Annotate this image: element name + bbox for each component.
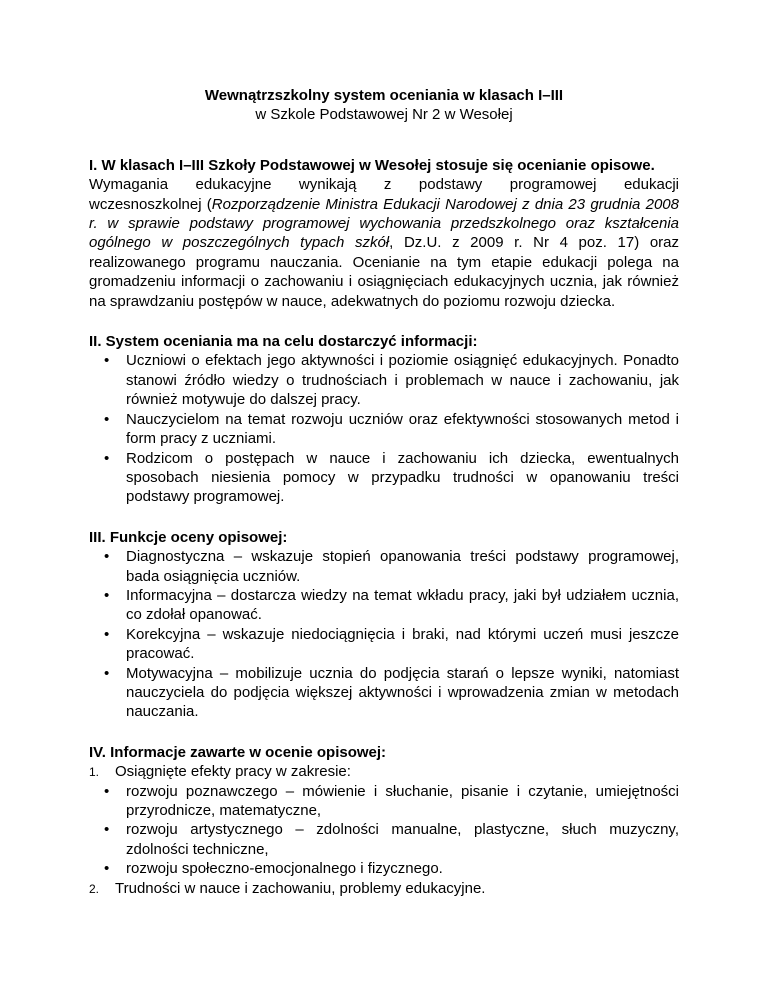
item-number: 1. (89, 765, 100, 780)
paragraph-text: wczesnoszkolnej ( (89, 195, 212, 213)
regulation-citation: Rozporządzenie Ministra Edukacji Narodowej z dnia 23 grudnia 2008 r. w sprawie podstawy programowej wychowania przedszkolnego oraz kształcenia ogólnego w poszczególnych typach szkół (89, 195, 679, 252)
list-item: • Uczniowi o efektach jego aktywności i poziomie osiągnięć edukacyjnych. Ponadto stanowi źródło wiedzy o trudnościach i problemach w nauce i zachowaniu, jak również motywuje do dalszej pracy. (89, 351, 679, 409)
numbered-item (89, 762, 679, 878)
list-item: • Motywacyjna – mobilizuje ucznia do podjęcia starań o lepsze wyniki, natomiast nauczyciela do podjęcia większej aktywności i wprowadzenia zmian w metodach nauczania. (89, 664, 679, 722)
document-page (89, 86, 679, 919)
numbered-item (89, 879, 679, 898)
item-text: Trudności w nauce i zachowaniu, problemy edukacyjne. (115, 879, 486, 897)
section-4-list (89, 762, 679, 898)
document-subtitle: w Szkole Podstawowej Nr 2 w Wesołej (255, 106, 513, 124)
list-item: • Diagnostyczna – wskazuje stopień opanowania treści podstawy programowej, bada osiągnięcia uczniów. (89, 547, 679, 586)
section-4 (89, 743, 679, 898)
section-2-list (89, 351, 679, 506)
list-item: • rozwoju poznawczego – mówienie i słuchanie, pisanie i czytanie, umiejętności przyrodnicze, matematyczne, (89, 782, 679, 821)
paragraph-text: , Dz.U. z 2009 r. Nr 4 poz. 17) oraz realizowanego programu nauczania. Ocenianie na tym etapie edukacji polega na gromadzeniu informacji o zachowaniu i osiągnięciach edukacyjnych ucznia, jak również na sprawdzaniu postępów w nauce, adekwatnych do poziomu rozwoju dziecka. (89, 234, 679, 310)
document-title: Wewnątrzszkolny system oceniania w klasach I–III (204, 87, 564, 104)
section-3 (89, 528, 679, 722)
list-item: • Nauczycielom na temat rozwoju uczniów oraz efektywności stosowanych metod i form pracy z uczniami. (89, 410, 679, 449)
list-item: • rozwoju społeczno-emocjonalnego i fizycznego. (89, 859, 679, 878)
list-item: • Korekcyjna – wskazuje niedociągnięcia i braki, nad którymi uczeń musi jeszcze pracować. (89, 625, 679, 664)
item-text: Osiągnięte efekty pracy w zakresie: (115, 763, 351, 781)
section-2 (89, 332, 679, 507)
section-1-paragraph (89, 195, 679, 311)
section-4-heading: IV. Informacje zawarte w ocenie opisowej: (89, 743, 387, 761)
list-item: • Informacyjna – dostarcza wiedzy na temat wkładu pracy, jaki był udziałem ucznia, co zdołał opanować. (89, 586, 679, 625)
sub-list (89, 782, 679, 879)
item-number: 2. (89, 881, 100, 896)
list-item: • Rodzicom o postępach w nauce i zachowaniu ich dziecka, ewentualnych sposobach niesienia pomocy w przypadku trudności w opanowaniu treści podstawy programowej. (89, 449, 679, 507)
section-1-heading: I. W klasach I–III Szkoły Podstawowej w Wesołej stosuje się ocenianie opisowe. (89, 156, 655, 174)
section-3-list (89, 547, 679, 722)
section-1-first-line: Wymagania edukacyjne wynikają z podstawy programowej edukacji (89, 176, 679, 194)
section-2-heading: II. System oceniania ma na celu dostarczyć informacji: (89, 333, 478, 351)
section-1 (89, 156, 679, 311)
list-item: • rozwoju artystycznego – zdolności manualne, plastyczne, słuch muzyczny, zdolności techniczne, (89, 820, 679, 859)
section-3-heading: III. Funkcje oceny opisowej: (89, 528, 288, 546)
